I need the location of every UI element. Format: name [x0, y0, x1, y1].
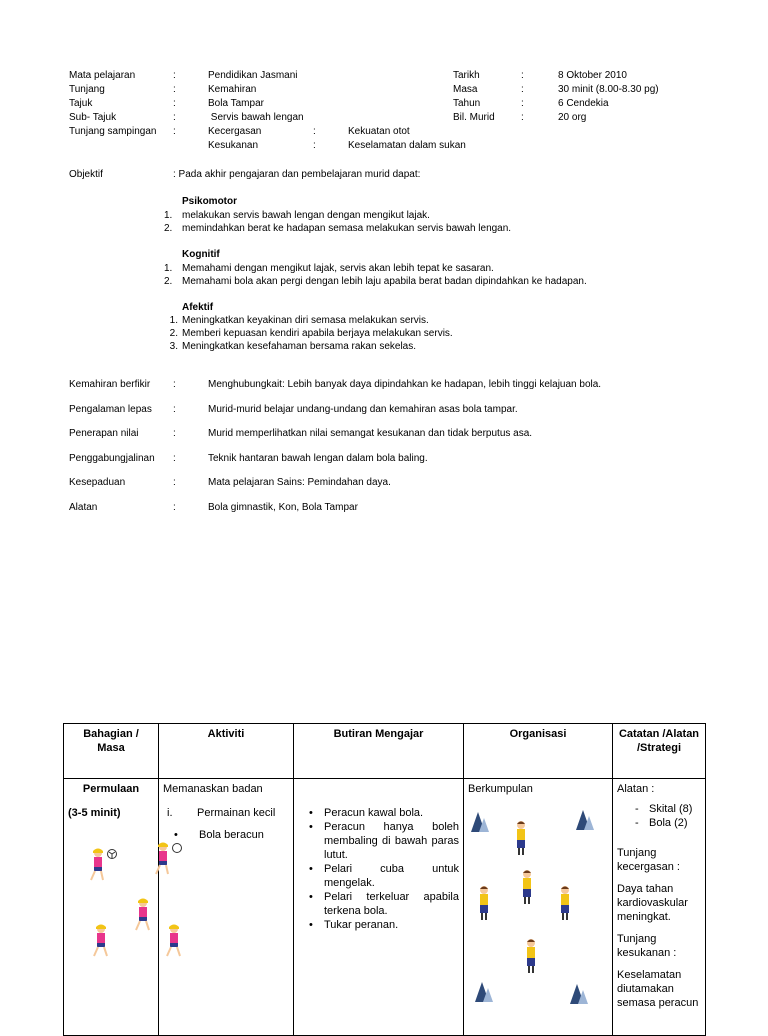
header-butiran: Butiran Mengajar — [294, 724, 464, 779]
butiran-text: Pelari terkeluar apabila terkena bola. — [324, 891, 459, 917]
value-masa: 30 minit (8.00-8.30 pg) — [558, 84, 659, 95]
colon: : — [173, 502, 176, 513]
psikomotor-list — [164, 209, 512, 235]
bahagian-time: (3-5 minit) — [68, 807, 121, 819]
cone-icon — [471, 812, 485, 832]
sampingan-b1: Kekuatan otot — [348, 126, 410, 137]
organisasi-label: Berkumpulan — [468, 783, 533, 795]
aktiviti-item — [163, 806, 289, 820]
colon: : — [173, 379, 176, 390]
player-icon — [132, 898, 154, 932]
label-kesepaduan: Kesepaduan — [69, 477, 126, 488]
list-number: 3. — [169, 341, 178, 352]
header-catatan: Catatan /Alatan /Strategi — [613, 724, 706, 779]
label-kemahiran-berfikir: Kemahiran berfikir — [69, 379, 151, 390]
list-item — [617, 802, 701, 816]
list-text: Meningkatkan kesefahaman bersama rakan sekelas. — [182, 341, 417, 352]
runner-icon — [477, 885, 491, 921]
value-kesepaduan: Mata pelajaran Sains: Pemindahan daya. — [208, 477, 391, 488]
list-item — [298, 890, 459, 918]
alatan-text: Bola (2) — [649, 817, 688, 829]
list-item — [298, 820, 459, 862]
player-icon — [90, 924, 112, 958]
cell-bahagian — [64, 779, 159, 1036]
runner-icon — [520, 869, 534, 905]
label-tunjang: Tunjang — [69, 84, 105, 95]
label-masa: Masa — [453, 84, 478, 95]
kognitif-title: Kognitif — [182, 249, 220, 260]
butiran-text: Peracun kawal bola. — [324, 807, 424, 819]
colon: : — [173, 70, 176, 81]
tunjang-kecergasan-text: Daya tahan kardiovaskular meningkat. — [617, 883, 688, 923]
objektif-intro: : Pada akhir pengajaran dan pembelajaran murid dapat: — [173, 169, 421, 180]
cell-organisasi — [464, 779, 613, 1036]
butiran-text: Peracun hanya boleh membaling di bawah paras lutut. — [324, 821, 459, 861]
aktiviti-item-text: Permainan kecil — [197, 807, 276, 819]
bahagian-title: Permulaan — [82, 783, 140, 795]
colon: : — [313, 140, 316, 151]
butiran-text: Tukar peranan. — [324, 919, 399, 931]
runner-icon — [558, 885, 572, 921]
header-organisasi: Organisasi — [464, 724, 613, 779]
label-tajuk: Tajuk — [69, 98, 93, 109]
aktiviti-item-number: i. — [167, 807, 173, 819]
colon: : — [313, 126, 316, 137]
value-penggabungjalinan: Teknik hantaran bawah lengan dalam bola baling. — [208, 453, 428, 464]
list-item — [164, 222, 512, 235]
aktiviti-intro: Memanaskan badan — [163, 783, 263, 795]
value-penerapan-nilai: Murid memperlihatkan nilai semangat kesukanan dan tidak berputus asa. — [208, 428, 533, 439]
aktiviti-sub — [163, 828, 289, 842]
list-item — [169, 327, 453, 340]
tunjang-kesukanan-label: Tunjang kesukanan : — [617, 933, 677, 959]
player-with-ball-icon — [153, 842, 183, 876]
runner-icon — [524, 938, 538, 974]
player-with-ball-icon — [88, 848, 118, 882]
label-mata-pelajaran: Mata pelajaran — [69, 70, 136, 81]
afektif-title: Afektif — [182, 302, 214, 313]
header-bahagian: Bahagian / Masa — [64, 724, 159, 779]
label-penggabungjalinan: Penggabungjalinan — [69, 453, 155, 464]
list-text: memindahkan berat ke hadapan semasa melakukan servis bawah lengan. — [182, 223, 512, 234]
afektif-list — [169, 314, 453, 353]
runner-icon — [514, 820, 528, 856]
colon: : — [173, 126, 176, 137]
label-tunjang-sampingan: Tunjang sampingan — [69, 126, 157, 137]
colon: : — [521, 98, 524, 109]
list-text: melakukan servis bawah lengan dengan mengikut lajak. — [182, 210, 430, 221]
colon: : — [173, 98, 176, 109]
list-item — [617, 816, 701, 830]
table-row — [64, 779, 706, 1036]
sampingan-b2: Keselamatan dalam sukan — [348, 140, 466, 151]
sampingan-a2: Kesukanan — [208, 140, 259, 151]
colon: : — [173, 428, 176, 439]
list-item — [164, 209, 511, 222]
kognitif-list — [164, 262, 587, 288]
label-bil-murid: Bil. Murid — [453, 112, 495, 123]
colon: : — [173, 84, 176, 95]
objektif-label: Objektif — [69, 169, 103, 180]
value-tarikh: 8 Oktober 2010 — [558, 70, 627, 81]
value-bil-murid: 20 org — [558, 112, 587, 123]
list-item — [298, 806, 459, 820]
list-number: 1. — [164, 210, 173, 221]
sampingan-a1: Kecergasan — [208, 126, 262, 137]
label-pengalaman-lepas: Pengalaman lepas — [69, 404, 152, 415]
list-item — [298, 862, 459, 890]
value-tajuk: Bola Tampar — [208, 98, 264, 109]
cell-aktiviti — [159, 779, 294, 1036]
colon: : — [521, 70, 524, 81]
colon: : — [521, 84, 524, 95]
label-alatan: Alatan — [69, 502, 98, 513]
cell-catatan — [613, 779, 706, 1036]
alatan-text: Skital (8) — [649, 803, 693, 815]
list-text: Meningkatkan keyakinan diri semasa melakukan servis. — [182, 315, 429, 326]
butiran-text: Pelari cuba untuk mengelak. — [324, 863, 459, 889]
colon: : — [173, 112, 176, 123]
list-item — [164, 275, 587, 288]
colon: : — [173, 404, 176, 415]
tunjang-kecergasan-label: Tunjang kecergasan : — [617, 847, 680, 873]
colon: : — [521, 112, 524, 123]
list-text: Memahami bola akan pergi dengan lebih laju apabila berat badan dipindahkan ke hadapan. — [182, 276, 587, 287]
value-sub-tajuk: Servis bawah lengan — [208, 112, 304, 123]
value-mata-pelajaran: Pendidikan Jasmani — [208, 70, 298, 81]
list-number: 2. — [164, 223, 173, 234]
table-header-row — [64, 724, 706, 779]
psikomotor-title: Psikomotor — [182, 196, 238, 207]
cone-icon — [475, 982, 489, 1002]
label-tarikh: Tarikh — [453, 70, 480, 81]
player-icon — [163, 924, 185, 958]
cone-icon — [570, 984, 584, 1004]
colon: : — [173, 453, 176, 464]
value-alatan: Bola gimnastik, Kon, Bola Tampar — [208, 502, 358, 513]
lesson-table — [63, 723, 706, 1036]
colon: : — [173, 477, 176, 488]
value-tahun: 6 Cendekia — [558, 98, 609, 109]
value-tunjang: Kemahiran — [208, 84, 257, 95]
list-text: Memahami dengan mengikut lajak, servis akan lebih tepat ke sasaran. — [182, 263, 494, 274]
list-item — [298, 918, 459, 932]
value-kemahiran-berfikir: Menghubungkait: Lebih banyak daya dipindahkan ke hadapan, lebih tinggi kelajuan bola. — [208, 379, 602, 390]
alatan-label: Alatan : — [617, 783, 655, 795]
label-sub-tajuk: Sub- Tajuk — [69, 112, 117, 123]
list-text: Memberi kepuasan kendiri apabila berjaya melakukan servis. — [182, 328, 453, 339]
tunjang-kesukanan-text: Keselamatan diutamakan semasa peracun — [617, 969, 699, 1009]
list-number: 2. — [164, 276, 173, 287]
label-penerapan-nilai: Penerapan nilai — [69, 428, 139, 439]
header-aktiviti: Aktiviti — [159, 724, 294, 779]
list-number: 1. — [169, 315, 178, 326]
cone-icon — [576, 810, 590, 830]
list-item — [164, 262, 587, 275]
list-item — [169, 314, 453, 327]
aktiviti-sub-text: Bola beracun — [199, 829, 264, 841]
value-pengalaman-lepas: Murid-murid belajar undang-undang dan kemahiran asas bola tampar. — [208, 404, 518, 415]
list-number: 2. — [169, 328, 178, 339]
cell-butiran — [294, 779, 464, 1036]
label-tahun: Tahun — [453, 98, 481, 109]
list-item — [169, 340, 453, 353]
list-number: 1. — [164, 263, 173, 274]
